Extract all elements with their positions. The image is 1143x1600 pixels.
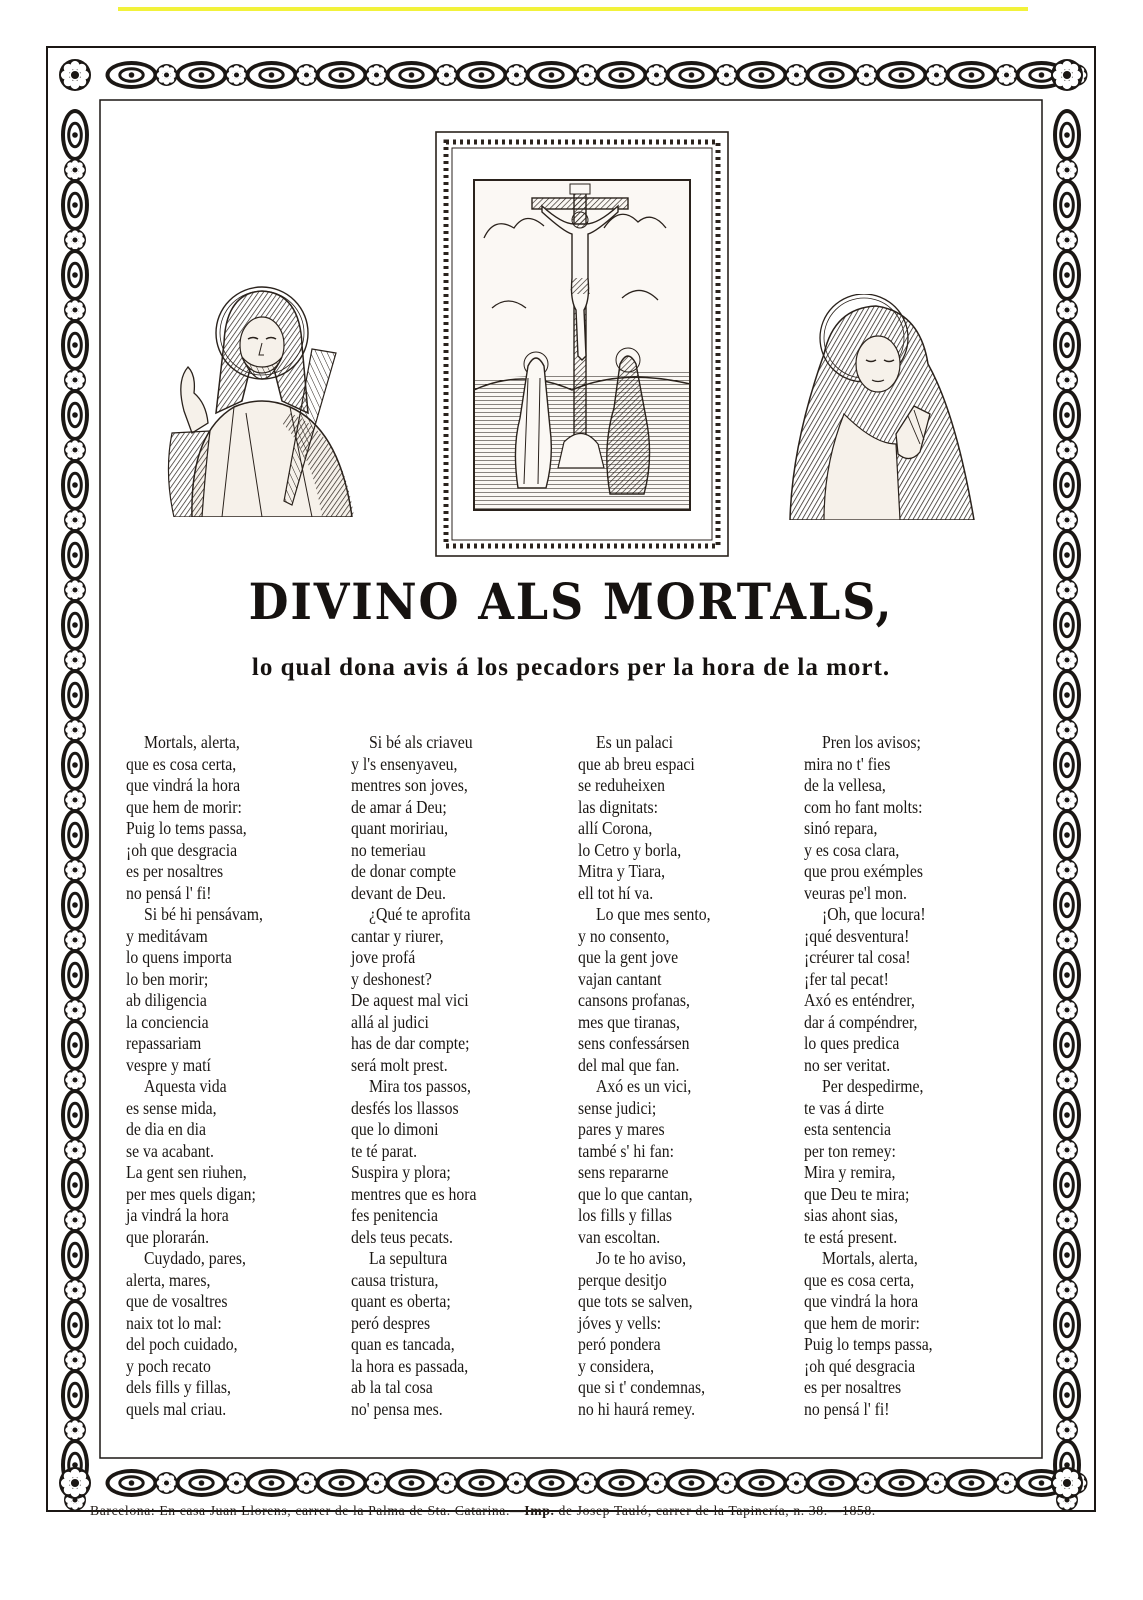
verse-line: naix tot lo mal: (126, 1312, 222, 1333)
verse-line: que lo que cantan, (578, 1183, 693, 1204)
verse-line: será molt prest. (351, 1054, 448, 1075)
verse-line: se va acabant. (126, 1140, 214, 1161)
verse-line: Lo que mes sento, (596, 904, 711, 924)
verse-line: dels teus pecats. (351, 1226, 453, 1247)
verse-line: que es cosa certa, (126, 753, 237, 774)
verse-line: te té parat. (351, 1140, 418, 1161)
verse-line: te vas á dirte (804, 1097, 885, 1118)
verse-column-4 (804, 732, 1002, 1420)
verse-line: lo ques predica (804, 1033, 900, 1053)
broadsheet-subtitle: lo qual dona avis á los pecadors per la hora de la mort. (251, 654, 891, 681)
imprint-printer: de Josep Tauló, carrer de la Tapinería, n. 38.—1858. (554, 1504, 876, 1519)
verse-line: ¿Qué te aprofita (369, 904, 471, 924)
crucifixion-image (432, 128, 732, 560)
verse-line: vespre y matí (126, 1054, 211, 1075)
verse-line: lo quens importa (126, 947, 232, 967)
verse-line: que hem de morir: (804, 1312, 920, 1333)
verse-line: Jo te ho aviso, (596, 1248, 687, 1268)
verse-line: las dignitats: (578, 796, 659, 817)
verse-line: quant es oberta; (351, 1291, 451, 1311)
printer-imprint (90, 1504, 1031, 1520)
verse-line: allá al judici (351, 1011, 429, 1032)
verse-line: Es un palaci (596, 732, 673, 752)
verse-line: sias ahont sias, (804, 1205, 899, 1225)
verse-line: de la vellesa, (804, 775, 886, 795)
verse-line: es per nosaltres (804, 1377, 902, 1397)
verse-line: que vindrá la hora (126, 775, 241, 795)
verse-line: que lo dimoni (351, 1119, 439, 1139)
verse-line: ¡qué desventura! (804, 925, 910, 946)
verse-line: La gent sen riuhen, (126, 1162, 247, 1182)
verse-line: y l's ensenyaveu, (351, 753, 458, 774)
verse-line: ¡oh qué desgracia (804, 1355, 916, 1376)
verse-line: per ton remey: (804, 1140, 896, 1161)
scan-edge-line (118, 7, 1028, 11)
verse-line: allí Corona, (578, 818, 653, 838)
verse-line: De aquest mal vici (351, 990, 469, 1010)
verse-line: com ho fant molts: (804, 796, 923, 817)
verse-line: per mes quels digan; (126, 1183, 256, 1204)
verse-line: Mortals, alerta, (822, 1248, 918, 1268)
verse-line: La sepultura (369, 1248, 448, 1268)
verse-line: y deshonest? (351, 968, 432, 989)
broadsheet (46, 46, 1096, 1512)
verse-line: que de vosaltres (126, 1291, 228, 1311)
imprint-imp-label: Imp. (524, 1504, 555, 1519)
verse-line: no hi haurá remey. (578, 1398, 696, 1419)
verse-line: que hem de morir: (126, 796, 242, 817)
verse-line: causa tristura, (351, 1269, 439, 1290)
verse-line: mentres son joves, (351, 775, 468, 795)
verse-line: dels fills y fillas, (126, 1377, 231, 1397)
verse-line: quels mal criau. (126, 1398, 227, 1419)
verse-line: te está present. (804, 1226, 898, 1247)
verse-line: ab la tal cosa (351, 1377, 433, 1397)
verse-line: y meditávam (126, 925, 208, 946)
verse-line: que si t' condemnas, (578, 1377, 706, 1397)
verse-line: de donar compte (351, 861, 456, 881)
verse-column-3 (578, 732, 776, 1420)
verse-line: que ab breu espaci (578, 753, 695, 774)
verse-line: també s' hi fan: (578, 1140, 675, 1161)
verse-line: Axó es un vici, (596, 1076, 692, 1096)
verse-line: desfés los llassos (351, 1097, 459, 1118)
verse-line: sense judici; (578, 1097, 657, 1118)
verse-column-1 (126, 732, 324, 1420)
verse-line: y considera, (578, 1355, 655, 1376)
verse-column-2 (351, 732, 549, 1420)
verse-line: ¡créurer tal cosa! (804, 947, 911, 967)
verse-line: que Deu te mira; (804, 1183, 910, 1204)
verse-line: Suspira y plora; (351, 1162, 451, 1182)
verse-line: Si bé hi pensávam, (144, 904, 263, 924)
virgin-mary-image (784, 294, 980, 520)
verse-columns (126, 732, 1006, 1422)
verse-line: cansons profanas, (578, 990, 690, 1010)
verse-line: Cuydado, pares, (144, 1248, 246, 1268)
verse-line: ab diligencia (126, 990, 207, 1010)
verse-line: Puig lo tems passa, (126, 818, 247, 838)
verse-line: y poch recato (126, 1355, 211, 1376)
verse-line: ¡oh que desgracia (126, 839, 238, 860)
verse-line: ¡fer tal pecat! (804, 968, 889, 989)
verse-line: que prou exémples (804, 861, 923, 881)
verse-line: dar á compéndrer, (804, 1011, 918, 1032)
verse-line: y no consento, (578, 925, 670, 946)
verse-line: ja vindrá la hora (126, 1205, 229, 1225)
verse-line: peró pondera (578, 1334, 661, 1354)
verse-line: y es cosa clara, (804, 839, 900, 860)
verse-line: sens repararne (578, 1162, 669, 1182)
verse-line: Mira y remira, (804, 1162, 896, 1182)
verse-line: quan es tancada, (351, 1334, 455, 1354)
verse-line: de dia en dia (126, 1119, 207, 1139)
verse-line: que vindrá la hora (804, 1291, 919, 1311)
verse-line: peró despres (351, 1312, 431, 1333)
verse-line: que tots se salven, (578, 1291, 693, 1311)
verse-line: repassariam (126, 1033, 202, 1053)
verse-line: lo Cetro y borla, (578, 839, 682, 860)
verse-line: mes que tiranas, (578, 1011, 680, 1032)
broadsheet-title: DIVINO ALS MORTALS, (248, 572, 894, 631)
verse-line: vajan cantant (578, 968, 662, 989)
verse-line: pares y mares (578, 1119, 665, 1139)
verse-line: cantar y riurer, (351, 925, 444, 946)
verse-line: Mitra y Tiara, (578, 861, 666, 881)
verse-line: que plorarán. (126, 1226, 210, 1247)
verse-line: ¡Oh, que locura! (822, 904, 926, 924)
verse-line: jove profá (351, 947, 416, 967)
verse-line: de amar á Deu; (351, 796, 447, 817)
verse-line: Pren los avisos; (822, 732, 921, 752)
verse-line: Puig lo temps passa, (804, 1334, 933, 1354)
verse-line: jóves y vells: (578, 1312, 662, 1333)
verse-line: ell tot hí va. (578, 882, 654, 903)
verse-line: la hora es passada, (351, 1355, 469, 1376)
verse-line: Si bé als criaveu (369, 732, 473, 752)
verse-line: sens confessársen (578, 1033, 690, 1053)
verse-line: no temeriau (351, 839, 426, 860)
verse-line: que es cosa certa, (804, 1269, 915, 1290)
verse-line: los fills y fillas (578, 1205, 673, 1225)
verse-line: Per despedirme, (822, 1076, 924, 1096)
verse-line: no pensá l' fi! (804, 1398, 890, 1419)
verse-line: van escoltan. (578, 1226, 661, 1247)
imprint-publisher: Barcelona: En casa Juan Llorens, carrer de la Palma de Sta. Catarina.— (90, 1504, 525, 1519)
verse-line: Mortals, alerta, (144, 732, 240, 752)
verse-line: Axó es enténdrer, (804, 990, 915, 1010)
verse-line: mentres que es hora (351, 1183, 477, 1204)
verse-line: es sense mida, (126, 1097, 217, 1118)
verse-line: Aquesta vida (144, 1076, 227, 1096)
verse-line: has de dar compte; (351, 1033, 470, 1053)
verse-line: no pensá l' fi! (126, 882, 212, 903)
verse-line: fes penitencia (351, 1205, 439, 1225)
verse-line: Mira tos passos, (369, 1076, 471, 1096)
verse-line: que la gent jove (578, 947, 679, 967)
verse-line: veuras pe'l mon. (804, 882, 908, 903)
verse-line: esta sentencia (804, 1119, 892, 1139)
christ-portrait-image (162, 283, 376, 517)
verse-line: sinó repara, (804, 818, 878, 838)
verse-line: del mal que fan. (578, 1054, 680, 1075)
verse-line: del poch cuidado, (126, 1334, 238, 1354)
verse-line: mira no t' fies (804, 753, 891, 774)
verse-line: no ser veritat. (804, 1054, 891, 1075)
verse-line: es per nosaltres (126, 861, 224, 881)
verse-line: perque desitjo (578, 1269, 667, 1290)
verse-line: lo ben morir; (126, 968, 209, 989)
verse-line: devant de Deu. (351, 882, 446, 903)
verse-line: se reduheixen (578, 775, 666, 795)
verse-line: no' pensa mes. (351, 1398, 443, 1419)
verse-line: quant moririau, (351, 818, 449, 838)
verse-line: alerta, mares, (126, 1269, 211, 1290)
verse-line: la conciencia (126, 1011, 209, 1032)
